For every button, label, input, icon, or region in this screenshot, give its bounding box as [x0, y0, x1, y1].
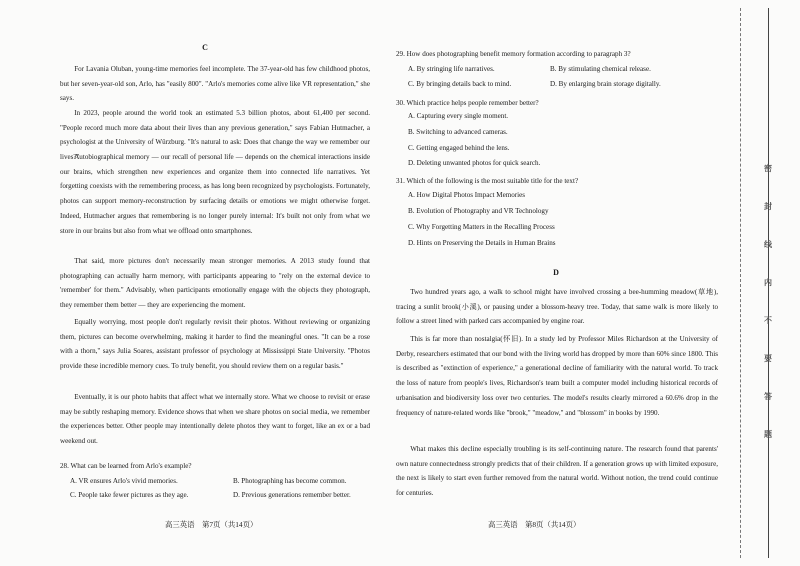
binding-cut-line [740, 8, 741, 558]
question-31-stem: 31. Which of the following is the most suitable title for the text? [396, 177, 579, 185]
question-30-option-b: B. Switching to advanced cameras. [408, 128, 508, 136]
paragraph-c6: Eventually, it is our photo habits that affect what we internally store. What we choose to revisit or erase may be subtly reshaping memory. Evidence shows that when we share photos on social media, we remember the experiences better. Other people may intentionally delete photos they want to forget, like an ex or a bad weekend out. [60, 393, 370, 446]
question-29-option-c: C. By bringing details back to mind. [408, 80, 512, 88]
binding-char-8: 题 [764, 430, 772, 439]
paragraph-c2: In 2023, people around the world took an estimated 5.3 billion photos, about 61,400 per second. "People record much more data about their lives than any previous generation," says Fabian Hutmacher, a psychologist at the University of Würzburg. "It's natural to ask: Does that change the way we remember our lives?" [60, 109, 370, 162]
question-31-option-c: C. Why Forgetting Matters in the Recalling Process [408, 223, 555, 231]
question-28-option-b: B. Photographing has become common. [233, 477, 347, 485]
question-30-option-a: A. Capturing every single moment. [408, 112, 509, 120]
question-29-stem: 29. How does photographing benefit memory formation according to paragraph 3? [396, 50, 631, 58]
question-31-option-a: A. How Digital Photos Impact Memories [408, 191, 526, 199]
question-29-option-b: B. By stimulating chemical release. [550, 65, 651, 73]
binding-char-4: 内 [764, 278, 772, 287]
question-31-option-d: D. Hints on Preserving the Details in Human Brains [408, 239, 556, 247]
right-page [388, 0, 728, 566]
question-30-option-c: C. Getting engaged behind the lens. [408, 144, 510, 152]
question-30-stem: 30. Which practice helps people remember better? [396, 99, 539, 107]
question-28-option-d: D. Previous generations remember better. [233, 491, 351, 499]
right-page-footer: 高三英语 第8页（共14页） [488, 520, 581, 529]
question-31-option-b: B. Evolution of Photography and VR Technology [408, 207, 549, 215]
binding-char-7: 答 [764, 392, 772, 401]
paragraph-c5: Equally worrying, most people don't regularly revisit their photos. Without reviewing or organizing them, pictures can become overwhelming, making it harder to find the meaningful ones. "It can be a rose with a thorn," says Julia Soares, assistant professor of psychology at Mississippi State University. "Photos provide these incredible memory cues. To truly benefit, you should review them on a regular basis." [60, 318, 370, 371]
question-30-option-d: D. Deleting unwanted photos for quick search. [408, 159, 541, 167]
section-d-title: D [553, 268, 559, 277]
binding-char-3: 线 [764, 240, 772, 249]
binding-char-1: 密 [764, 164, 772, 173]
question-28-option-a: A. VR ensures Arlo's vivid memories. [70, 477, 178, 485]
binding-char-5: 不 [764, 316, 772, 325]
question-28-stem: 28. What can be learned from Arlo's example? [60, 462, 192, 470]
left-page-footer: 高三英语 第7页（共14页） [165, 520, 258, 529]
paragraph-d3: What makes this decline especially troubling is its self-continuing nature. The research found that parents' own nature connectedness strongly predicts that of their children. If a generation grows up with limited exposure, the next is likely to start even further removed from the natural world. Without notion, the trend could continue for centuries. [396, 445, 718, 498]
question-29-option-d: D. By enlarging brain storage digitally. [550, 80, 661, 88]
question-28-option-c: C. People take fewer pictures as they age. [70, 491, 189, 499]
paragraph-c1: For Lavania Oluban, young-time memories feel incomplete. The 37-year-old has few childhood photos, but her seven-year-old son, Arlo, has "easily 800". "Arlo's memories come alive like VR representation," she says. [60, 65, 370, 103]
question-29-option-a: A. By stringing life narratives. [408, 65, 495, 73]
section-c-title: C [202, 43, 208, 52]
paragraph-c3: Autobiographical memory — our recall of personal life — depends on the chemical interactions inside our brains, which strengthen new experiences and organize them into connected life narratives. Yet forgetting coexists with the remembering process, as has long been recognized by psychologists. Fortunately, photos can support memory-reconstruction by surfacing details or emotions we might otherwise forget. Indeed, Hutmacher argues that remembering is no longer purely internal: It's built not only from what we store in our brains but also from what we offload onto smartphones. [60, 153, 370, 235]
left-page [0, 0, 388, 566]
paragraph-c4: That said, more pictures don't necessarily mean stronger memories. A 2013 study found that photographing can actually harm memory, with participants appearing to "rely on the external device to 'remember' for them." Advisably, when participants emotionally engage with the objects they photograph, they remember them better — they are experiencing the moment. [60, 257, 370, 310]
binding-char-6: 要 [764, 354, 772, 363]
binding-char-2: 封 [764, 202, 772, 211]
paragraph-d1: Two hundred years ago, a walk to school might have involved crossing a bee-humming meadow(草地), tracing a sunlit brook(小溪), or pausing under a blossom-heavy tree. Today, that same walk is more likely to follow a street lined with parked cars accompanied by engine roar. [396, 288, 718, 326]
paragraph-d2: This is far more than nostalgia(怀旧). In a study led by Professor Miles Richardson at the University of Derby, researchers estimated that our bond with the living world has dropped by more than 60% since 1800. This is described as "extinction of experience," a generational decline of familiarity with the natural world. To track the loss of nature from people's lives, Richardson's team built a computer model including historical records of urbanisation and biodiversity loss over two centuries. The model's results clearly mirrored a 60.6% drop in the frequency of nature-related words like "brook," "meadow," and "blossom" in books by 1990. [396, 335, 718, 417]
